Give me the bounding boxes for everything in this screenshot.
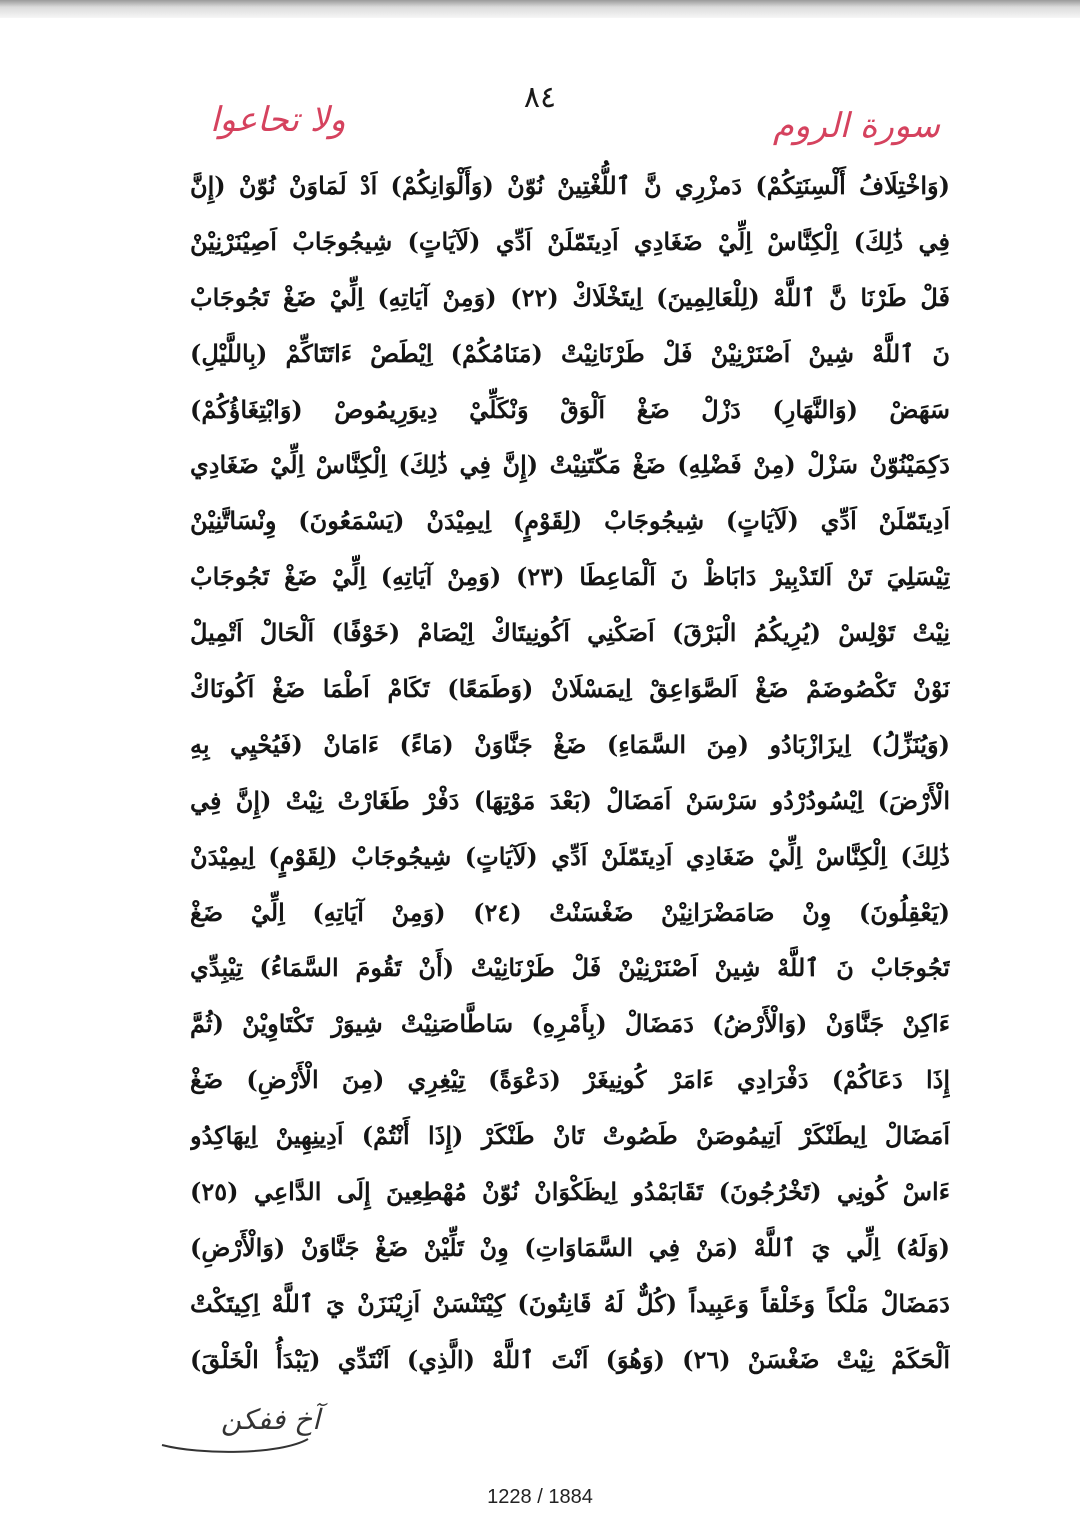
- handwritten-catchword-text: آخ ففكن: [220, 1403, 320, 1436]
- handwritten-surah-title: سورة الروم: [772, 106, 940, 146]
- text-line: (وَيُنَزِّلُ) اِيزَازْبَادُو (مِنَ السَّمَاءِ) ضَغْ جَنَّاوَنْ (مَاءً) ءَامَانْ (فَيُحْيِي بِهِ: [190, 729, 950, 759]
- text-line: اَدِيتَمّلَنْ اَدِّي (لَآيَاتٍ) شِيجُوجَابْ (لِقَوْمٍ) اِيمِيْدَنْ (يَسْمَعُونَ) وِنْسَاتَّنِيْنْ: [190, 506, 950, 536]
- text-line: (وَلَهُ) اِلِّي يَ ٱللَّهْ (مَنْ فِي السَّمَاوَاتِ) وِنْ تَلِّيْنْ ضَغْ جَنَّاوَنْ (وَالْأَرْضِ): [190, 1232, 950, 1262]
- text-line: الْأَرْضَ) اِيْسُودُرْدُو سَرْسَنْ اَمَضَالْ (بَعْدَ مَوْتِهَا) دَفْرْ طَغَارْتْ نِيْتْ (إِنَّ فِي: [190, 785, 950, 815]
- text-line: فِي ذَٰلِكَ) اِلْكِنَّاسْ اِلِّيْ ضَغَادِي اَدِيتَمّلَنْ اَدِّي (لَآيَاتٍ) شِيجُوجَابْ اَصِيْنَرْنِيْنْ: [190, 226, 950, 256]
- text-line: ءَاكِنْ جَنَّاوَنْ (وَالْأَرْضُ) دَمَضَالْ (بِأَمْرِهِ) سَاطَّاصَنِيْتْ شِيوَرْ تَكْتَاوِيْنْ (ثُمَّ: [190, 1009, 950, 1039]
- page-counter: 1228 / 1884: [487, 1486, 593, 1508]
- text-line: نِيْتْ تَوْلِسْ (يُرِيكُمُ الْبَرْقَ) اَصَكْنِي اَكُونِيتَاكْ اِيْصَامْ (خَوْفًا) اَلْحَالْ اَتْمِيلْ: [190, 618, 950, 648]
- text-line: اَلْحَكَمْ نِيْتْ ضَغْسَنْ (٢٦) (وَهُوَ) اَنْتَ ٱللَّهْ (الَّذِي) اَنْتَدِّي (يَبْدَأُ الْخَلْقَ): [190, 1344, 950, 1374]
- text-line: ذَٰلِكَ) اِلْكِنَّاسْ اِلِّيْ ضَغَادِي اَدِيتَمّلَنْ اَدِّي (لَآيَاتٍ) شِيجُوجَابْ (لِقَوْمٍ) اِيمِيْدَنْ: [190, 841, 950, 871]
- scanned-page: [0, 18, 1080, 1528]
- scan-top-edge: [0, 0, 1080, 18]
- text-line: (يَعْقِلُونَ) وِنْ صَامَضْرَانِيْنْ ضَغْسَنْتْ (٢٤) (وَمِنْ آيَاتِهِ) اِلِّيْ ضَغْ: [190, 897, 950, 927]
- text-line: إِذَا دَعَاكُمْ) دَفْرَادِي ءَامَرْ كُونِيغَرْ (دَعْوَةً) تِيْغِرِي (مِنَ الْأَرْضِ) ضَغْ: [190, 1065, 950, 1095]
- page-number: ٨٤: [523, 80, 557, 115]
- text-line: فَلْ طَرْنَا نَّ ٱللَّهْ (لِلْعَالِمِينَ) اِيتَخْلَاكْ (٢٢) (وَمِنْ آيَاتِهِ) اِلِّيْ ضَغْ تَجُوجَابْ: [190, 282, 950, 312]
- handwritten-margin-note: ولا تحاعوا: [210, 100, 346, 140]
- text-line: نَ ٱللَّهْ شِينْ اَصْنَرْنِيْنْ فَلْ طَرْنَانِيْتْ (مَنَامُكُمْ) اِيْطَصْ ءَاتَتَاكِّمْ (بِاللَّيْلِ): [190, 338, 950, 368]
- text-line: دَمَضَالْ مَلْكاً وَخَلْقاً وَعَبِيداً (كُلٌّ لَهُ قَانِتُونَ) كِيْتَنْسَنْ اَزِيْنَزَنْ يَ ٱللَّهْ اِكِيتَكْتْ: [190, 1288, 950, 1318]
- text-line: اَمَضَالْ اِيطَنْكَرْ اَتِيمُوصَنْ طَصُوتْ تَانْ طَنْكَرْ (إِذَا أَنْتُمْ) اَدِينِهِينْ اِيهَاكِدُو: [190, 1121, 950, 1151]
- text-line: دَكِمَيْنُوّنْ سَزْلْ (مِنْ فَضْلِهِ) ضَغْ مَكّتَنِيْتْ (إِنَّ فِي ذَٰلِكَ) اِلْكِنَّاسْ اِلِّيْ ضَغَادِي: [190, 450, 950, 480]
- handwritten-underline-stroke: [160, 1433, 310, 1453]
- handwritten-catchword: [160, 1403, 320, 1436]
- text-line: سَهَضْ (وَالنَّهَارِ) دَزْلْ ضَغْ اَلْوَقْ وَنْكَلِّيْ دِيوَرِيمُوصْ (وَابْتِغَاؤُكُمْ): [190, 394, 950, 424]
- text-line: ءَاسْ كُونِي (تَخْرُجُونَ) تَقَابَمْدُو اِيظَكْوَانْ نُوّنْ مُهْطِعِينَ إِلَى الدَّاعِي (٢٥): [190, 1177, 950, 1207]
- text-line: تَجُوجَابْ نَ ٱللَّهْ شِينْ اَصْنَرْنِيْنْ فَلْ طَرْنَانِيْتْ (أَنْ تَقُومَ السَّمَاءُ) تِيْبِدِّي: [190, 953, 950, 983]
- text-line: نَوْنْ تَكْصُوضَمْ ضَغْ اَلصَّوَاعِقْ اِيمَسْلَانْ (وَطَمَعًا) تَكَامْ اَطْمَا ضَغْ اَكُونَاكْ: [190, 674, 950, 704]
- text-line: (وَاخْتِلَافُ أَلْسِنَتِكُمْ) دَمزْرِي نَّ ٱللُّغْتِينْ نُوّنْ (وَأَلْوَانِكُمْ) اَدْ لَمَاوَنْ نُوّنْ (إِنَّ: [190, 171, 950, 200]
- page-body-text: [190, 158, 950, 1388]
- text-line: تِيْسَلِيَ تَنْ اَلتَدْبِيرْ دَابَاظْ نَ اَلْمَاعِطَا (٢٣) (وَمِنْ آيَاتِهِ) اِلِّيْ ضَغْ تَجُوجَابْ: [190, 562, 950, 592]
